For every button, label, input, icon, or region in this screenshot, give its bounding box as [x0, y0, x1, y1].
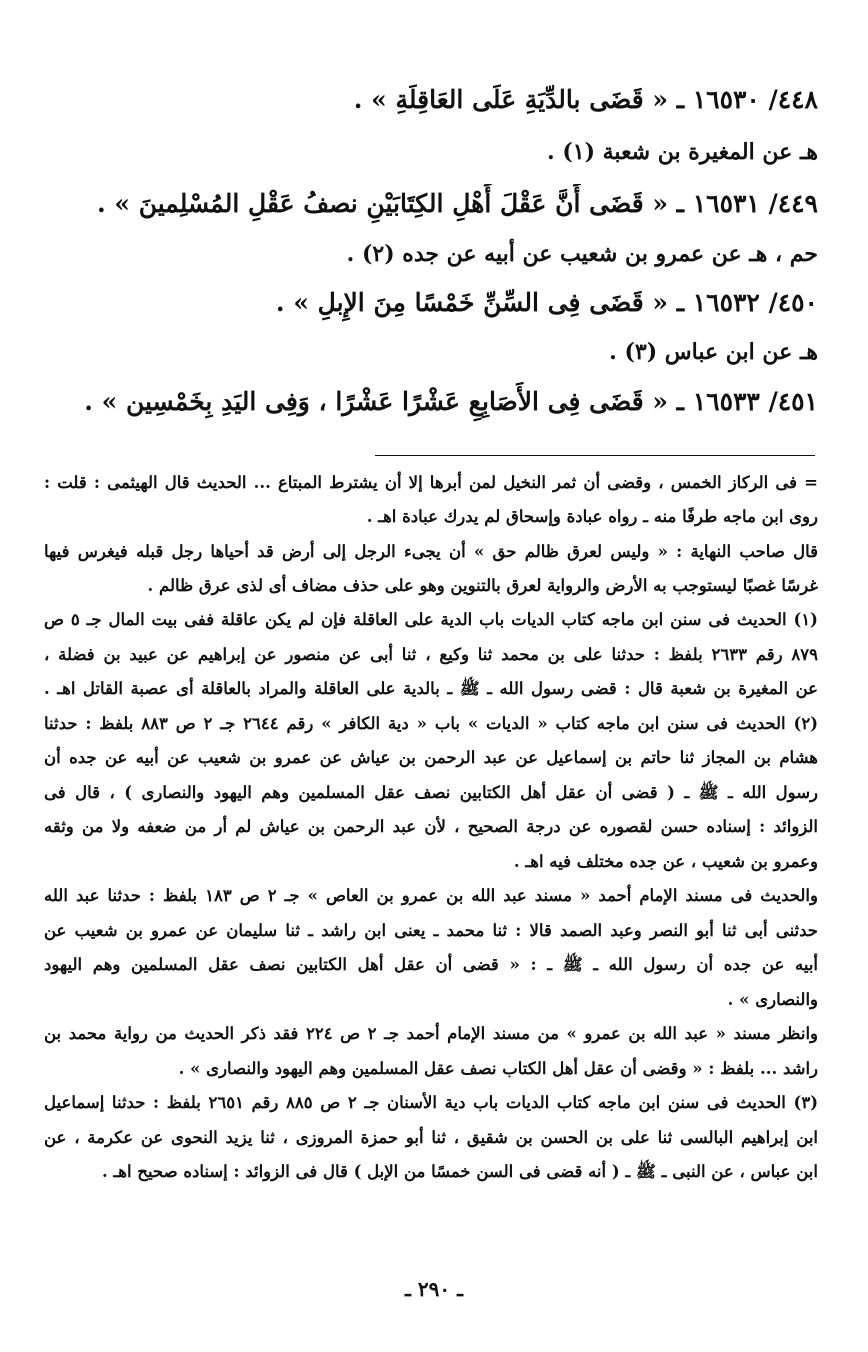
footnote-3-line: ابن إبراهيم البالسى ثنا على بن الحسن بن شقيق ، ثنا أبو حمزة المروزى ، ثنا يزيد النحوى عن عكرمة ، عن — [44, 1128, 818, 1147]
footnote-line: = فى الركاز الخمس ، وقضى أن ثمر النخيل لمن أبرها إلا أن يشترط المبتاع ... الحديث قال الهيثمى : قلت : — [44, 473, 818, 492]
hadith-448-text: ٤٤٨/ ١٦٥٣٠ ـ « قَضَى بالدِّيَةِ عَلَى العَاقِلَةِ » . — [353, 85, 818, 114]
footnote-line: قال صاحب النهاية : « وليس لعرق ظالم حق » أن يجىء الرجل إلى أرض قد أحياها رجل قبله فيغرس فيها — [44, 542, 818, 561]
footnote-2-line: أبيه عن جده أن رسول الله ـ ﷺ ـ : « قضى أن عقل أهل الكتابين نصف عقل المسلمين وهم اليهود — [44, 955, 818, 974]
footnote-2-line: هشام بن المجاز ثنا حاتم بن إسماعيل عن عبد الرحمن بن عياش عن عمرو بن شعيب عن أبيه عن جده أن — [44, 748, 818, 767]
footnote-3-line: ابن عباس ، عن النبى ـ ﷺ ـ ( أنه قضى فى السن خمسًا من الإبل ) قال فى الزوائد : إسناده صحيح اهـ . — [101, 1162, 818, 1181]
hadith-449-text: ٤٤٩/ ١٦٥٣١ ـ « قَضَى أَنَّ عَقْلَ أَهْلِ الكِتَابَيْنِ نصفُ عَقْلِ المُسْلِمينَ » . — [96, 189, 818, 218]
footnote-separator — [375, 455, 815, 456]
footnote-1-line: (١) الحديث فى سنن ابن ماجه كتاب الديات باب الدية على العاقلة فإن لم يكن عاقلة ففى بيت المال جـ ٥ ص — [44, 610, 818, 629]
hadith-451-text: ٤٥١/ ١٦٥٣٣ ـ « قَضَى فِى الأَصَابِعِ عَشْرًا عَشْرًا ، وَفِى اليَدِ بِخَمْسِين » . — [84, 387, 818, 416]
footnote-2-line: وانظر مسند « عبد الله بن عمرو » من مسند الإمام أحمد جـ ٢ ص ٢٢٤ فقد ذكر الحديث من رواية محمد بن — [44, 1024, 818, 1043]
footnote-2-line: والنصارى » . — [727, 990, 818, 1009]
hadith-449-source: حم ، هـ عن عمرو بن شعيب عن أبيه عن جده (٢) . — [346, 241, 818, 267]
footnote-2-line: والحديث فى مسند الإمام أحمد « مسند عبد الله بن عمرو بن العاص » جـ ٢ ص ١٨٣ بلفظ : حدثنا عبد الله — [44, 886, 818, 905]
footnote-2-line: راشد ... بلفظ : « وقضى أن عقل أهل الكتاب نصف عقل المسلمين وهم اليهود والنصارى » . — [178, 1059, 818, 1078]
footnote-1-line: عن المغيرة بن شعبة قال : قضى رسول الله ـ ﷺ ـ بالدية على العاقلة والمراد بالعاقلة أى عصبة القاتل اهـ . — [44, 679, 818, 698]
footnote-2-line: (٢) الحديث فى سنن ابن ماجه كتاب « الديات » باب « دية الكافر » رقم ٢٦٤٤ جـ ٢ ص ٨٨٣ بلفظ : حدثنا — [44, 714, 818, 733]
footnote-2-line: وعمرو بن شعيب ، عن جده مختلف فيه اهـ . — [513, 852, 818, 871]
page-number: ـ ٢٩٠ ـ — [405, 1277, 463, 1301]
footnote-1-line: ٨٧٩ رقم ٢٦٣٣ بلفظ : حدثنا على بن محمد ثنا وكيع ، ثنا أبى عن منصور عن إبراهيم عن عبيد بن فضلة ، — [44, 645, 818, 664]
footnote-2-line: الزوائد : إسناده حسن لقصوره عن درجة الصحيح ، لأن عبد الرحمن بن عياش لم أر من ضعفه ولا من وثقه — [44, 817, 818, 836]
footnote-line: روى ابن ماجه طرفًا منه ـ رواه عبادة وإسحاق لم يدرك عبادة اهـ . — [366, 507, 818, 526]
hadith-450-source: هـ عن ابن عباس (٣) . — [609, 339, 818, 365]
footnote-line: غرسًا غصبًا ليستوجب به الأرض والرواية لعرق بالتنوين وهو على حذف مضاف أى لذى عرق ظالم . — [147, 576, 818, 595]
footnote-2-line: حدثنى أبى ثنا أبو النصر وعبد الصمد قالا : ثنا محمد ـ يعنى ابن راشد ـ ثنا سليمان عن عمرو بن شعيب عن — [44, 921, 818, 940]
hadith-450-text: ٤٥٠/ ١٦٥٣٢ ـ « قَضَى فِى السِّنِّ خَمْسًا مِنَ الإِبلِ » . — [275, 288, 818, 317]
hadith-448-source: هـ عن المغيرة بن شعبة (١) . — [547, 139, 818, 165]
footnote-2-line: رسول الله ـ ﷺ ـ ( قضى أن عقل أهل الكتابين نصف عقل المسلمين وهم اليهود والنصارى ) ، قال فى — [44, 783, 818, 802]
footnote-3-line: (٣) الحديث فى سنن ابن ماجه كتاب الديات باب دية الأسنان جـ ٢ ص ٨٨٥ رقم ٢٦٥١ بلفظ : حدثنا إسماعيل — [44, 1093, 818, 1112]
